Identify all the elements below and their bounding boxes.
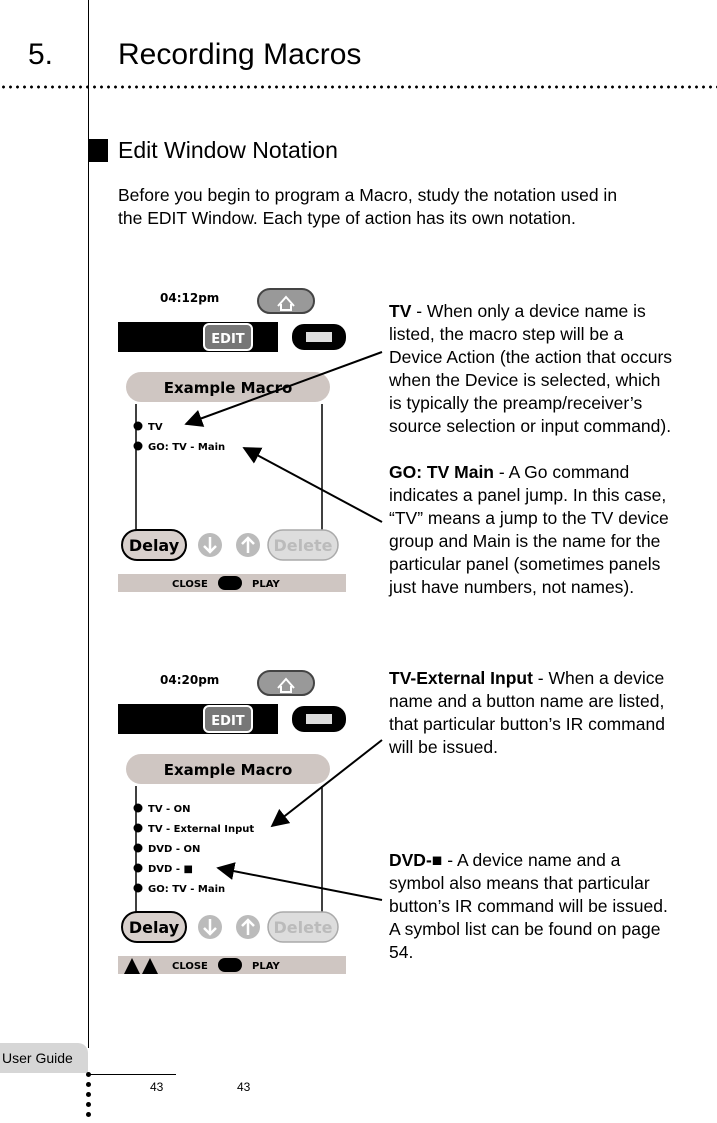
desc-line: 54. bbox=[389, 942, 414, 962]
delay-label: Delay bbox=[128, 536, 180, 555]
close-label[interactable]: CLOSE bbox=[172, 961, 208, 972]
desc-line: group and Main is the name for the bbox=[389, 531, 661, 551]
clock-text: 04:20pm bbox=[160, 673, 220, 687]
list-item[interactable]: GO: TV - Main bbox=[148, 884, 226, 895]
desc-line: is typically the preamp/receiver’s bbox=[389, 393, 643, 413]
list-item[interactable]: TV bbox=[148, 422, 163, 433]
macro-title: Example Macro bbox=[163, 379, 293, 397]
footer-dot bbox=[86, 1102, 91, 1107]
macro-title: Example Macro bbox=[163, 761, 293, 779]
footer-dot bbox=[86, 1072, 91, 1077]
delete-label: Delete bbox=[273, 536, 333, 555]
desc-line: symbol also means that particular bbox=[389, 873, 650, 893]
page-number-right: 43 bbox=[237, 1080, 251, 1094]
desc-line: that particular button’s IR command bbox=[389, 714, 665, 734]
play-label[interactable]: PLAY bbox=[252, 961, 280, 972]
term-go: GO: TV Main bbox=[389, 462, 494, 482]
delete-label: Delete bbox=[273, 918, 333, 937]
chapter-number: 5. bbox=[28, 38, 54, 71]
desc-line: Device Action (the action that occurs bbox=[389, 347, 673, 367]
list-item[interactable]: TV - External Input bbox=[148, 824, 255, 835]
callout-arrow-tv bbox=[186, 352, 382, 424]
list-item[interactable]: TV - ON bbox=[148, 804, 191, 815]
delay-label: Delay bbox=[128, 918, 180, 937]
intro-line-2: the EDIT Window. Each type of action has its own notation. bbox=[118, 208, 576, 228]
desc-line: indicates a panel jump. In this case, bbox=[389, 485, 667, 505]
description-external-input bbox=[389, 667, 717, 759]
callout-arrow-go bbox=[244, 448, 382, 522]
desc-line: A symbol list can be found on page bbox=[389, 919, 661, 939]
desc-line: name and a button name are listed, bbox=[389, 691, 665, 711]
footer-dot bbox=[86, 1112, 91, 1117]
term-external-input: TV-External Input bbox=[389, 668, 533, 688]
intro-line-1: Before you begin to program a Macro, study the notation used in bbox=[118, 185, 618, 205]
user-guide-tab: User Guide bbox=[0, 1043, 88, 1073]
desc-line: - A Go command bbox=[494, 462, 630, 482]
desc-line: when the Device is selected, which bbox=[389, 370, 661, 390]
edit-label: EDIT bbox=[211, 332, 245, 347]
callout-arrow-external-input bbox=[272, 740, 382, 826]
description-dvd bbox=[389, 849, 717, 964]
desc-line: listed, the macro step will be a bbox=[389, 324, 624, 344]
footer-dot bbox=[86, 1092, 91, 1097]
list-item[interactable]: DVD - ON bbox=[148, 844, 201, 855]
edit-label: EDIT bbox=[211, 714, 245, 729]
play-label[interactable]: PLAY bbox=[252, 579, 280, 590]
term-tv: TV bbox=[389, 301, 412, 321]
desc-line: “TV” means a jump to the TV device bbox=[389, 508, 669, 528]
chapter-title: Recording Macros bbox=[118, 38, 362, 71]
footer-dot bbox=[86, 1082, 91, 1087]
desc-line: will be issued. bbox=[389, 737, 498, 757]
desc-line: particular panel (sometimes panels bbox=[389, 554, 661, 574]
desc-line: just have numbers, not names). bbox=[389, 577, 635, 597]
footer-rule bbox=[88, 1074, 176, 1075]
desc-line: - When a device bbox=[532, 668, 665, 688]
page-number-left: 43 bbox=[150, 1080, 164, 1094]
term-dvd: DVD-■ bbox=[389, 850, 443, 870]
desc-line: button’s IR command will be issued. bbox=[389, 896, 668, 916]
clock-text: 04:12pm bbox=[160, 291, 220, 305]
section-title: Edit Window Notation bbox=[118, 137, 338, 163]
desc-line: source selection or input command). bbox=[389, 416, 672, 436]
description-tv bbox=[389, 300, 717, 438]
list-item[interactable]: GO: TV - Main bbox=[148, 442, 226, 453]
close-label[interactable]: CLOSE bbox=[172, 579, 208, 590]
description-go bbox=[389, 461, 717, 599]
desc-line: - When only a device name is bbox=[411, 301, 646, 321]
desc-line: - A device name and a bbox=[442, 850, 621, 870]
list-item[interactable]: DVD - ■ bbox=[148, 864, 193, 875]
callout-arrow-dvd bbox=[218, 868, 382, 900]
